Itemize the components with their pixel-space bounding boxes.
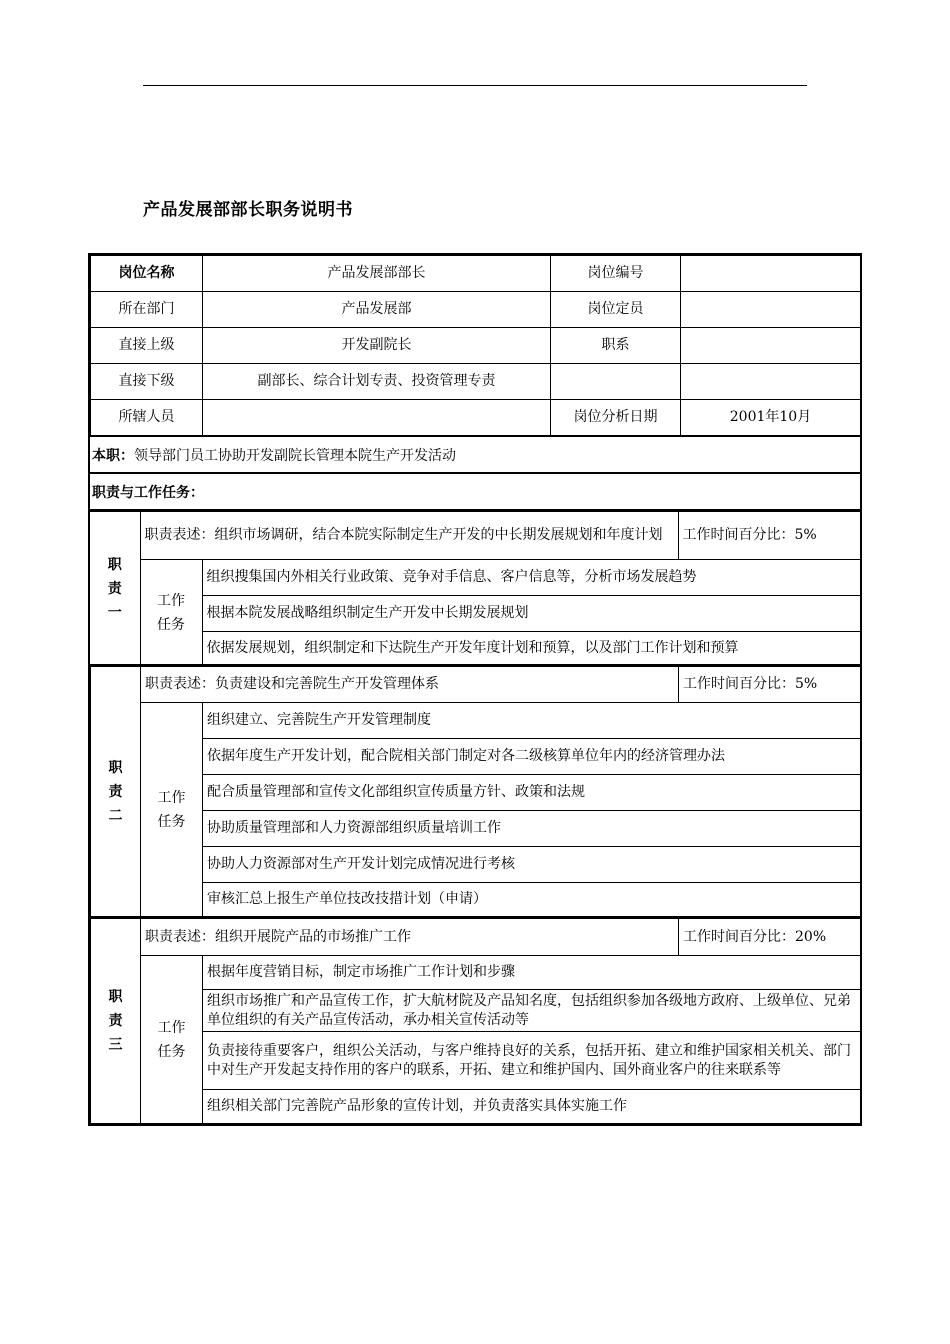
subordinate-value: 副部长、综合计划专责、投资管理专责 [203,364,551,400]
analysis-date-value: 2001年10月 [681,400,861,436]
header-rule [143,85,807,86]
task-item: 依据年度生产开发计划，配合院相关部门制定对各二级核算单位年内的经济管理办法 [203,739,861,775]
responsibilities-heading: 职责与工作任务： [88,472,862,509]
duty-label: 职 责 一 [90,512,140,666]
task-item: 审核汇总上报生产单位技改技措计划（申请） [203,883,861,917]
duty-description: 职责表述：组织市场调研，结合本院实际制定生产开发的中长期发展规划和年度计划 [140,512,678,560]
task-item: 依据发展规划，组织制定和下达院生产开发年度计划和预算，以及部门工作计划和预算 [202,632,860,666]
subordinate-label: 直接下级 [91,364,203,400]
task-item: 根据年度营销目标，制定市场推广工作计划和步骤 [203,956,861,990]
duty-label: 职 责 三 [91,919,141,1124]
main-duty-text: 领导部门员工协助开发副院长管理本院生产开发活动 [134,447,456,464]
quota-value [681,292,861,328]
staff-label: 所辖人员 [91,400,203,436]
dept-label: 所在部门 [91,292,203,328]
task-item: 负责接待重要客户，组织公关活动，与客户维持良好的关系，包括开拓、建立和维护国家相关机关、部门中对生产开发起支持作用的客户的联系，开拓、建立和维护国内、国外商业客户的往来联系等 [203,1032,861,1090]
work-task-label: 工作 任务 [140,560,202,666]
post-info-table [88,253,862,436]
duty-time-percent: 工作时间百分比：5% [679,667,861,703]
superior-label: 直接上级 [91,328,203,364]
duty-time-percent: 工作时间百分比：5% [678,512,860,560]
post-name-value: 产品发展部部长 [203,256,551,292]
duty-block-2 [88,664,862,917]
main-duty-label: 本职： [92,447,134,464]
empty-cell [551,364,681,400]
empty-cell [681,364,861,400]
staff-value [203,400,551,436]
task-item: 组织建立、完善院生产开发管理制度 [203,703,861,739]
duty-label: 职 责 二 [91,667,141,917]
task-item: 根据本院发展战略组织制定生产开发中长期发展规划 [202,596,860,632]
superior-value: 开发副院长 [203,328,551,364]
task-item: 组织相关部门完善院产品形象的宣传计划，并负责落实具体实施工作 [203,1090,861,1124]
work-task-label: 工作 任务 [141,956,203,1124]
rank-value [681,328,861,364]
task-item: 协助人力资源部对生产开发计划完成情况进行考核 [203,847,861,883]
task-item: 组织市场推广和产品宣传工作，扩大航材院及产品知名度，包括组织参加各级地方政府、上级单位、兄弟单位组织的有关产品宣传活动，承办相关宣传活动等 [203,990,861,1032]
task-item: 配合质量管理部和宣传文化部组织宣传质量方针、政策和法规 [203,775,861,811]
duty-block-3 [88,916,862,1126]
duty-time-percent: 工作时间百分比：20% [679,919,861,956]
task-item: 协助质量管理部和人力资源部组织质量培训工作 [203,811,861,847]
work-task-label: 工作 任务 [141,703,203,917]
quota-label: 岗位定员 [551,292,681,328]
post-code-label: 岗位编号 [551,256,681,292]
analysis-date-label: 岗位分析日期 [551,400,681,436]
duty-block-1 [88,509,862,666]
post-name-label: 岗位名称 [91,256,203,292]
duty-description: 职责表述：组织开展院产品的市场推广工作 [141,919,679,956]
post-code-value [681,256,861,292]
rank-label: 职系 [551,328,681,364]
document-title: 产品发展部部长职务说明书 [143,200,353,220]
dept-value: 产品发展部 [203,292,551,328]
duty-description: 职责表述：负责建设和完善院生产开发管理体系 [141,667,679,703]
task-item: 组织搜集国内外相关行业政策、竞争对手信息、客户信息等，分析市场发展趋势 [202,560,860,596]
main-duty-row [88,436,862,472]
